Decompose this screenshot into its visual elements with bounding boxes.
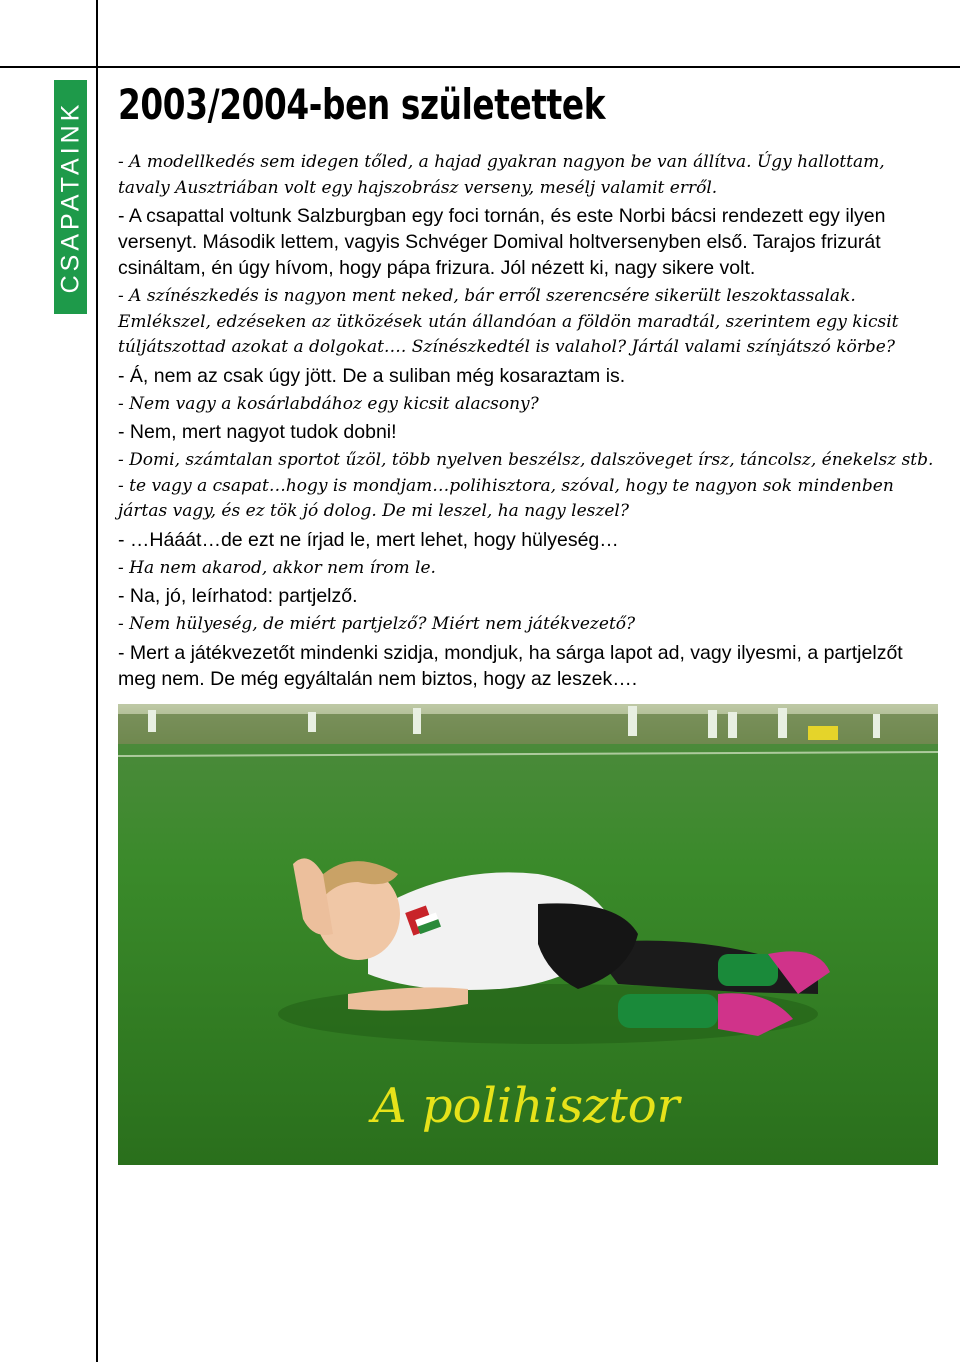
interview-answer: - Mert a játékvezetőt mindenki szidja, mondjuk, ha sárga lapot ad, vagy ilyesmi, a partjelzőt meg nem. De még egyáltalán nem biztos, hogy az leszek….	[118, 641, 903, 690]
margin-rule	[96, 0, 98, 1362]
section-tab-label: CSAPATAINK	[56, 100, 84, 294]
interview-answer: - Á, nem az csak úgy jött. De a suliban még kosaraztam is.	[118, 364, 626, 387]
interview-question: - Nem vagy a kosárlabdához egy kicsit alacsony?	[118, 393, 539, 414]
interview-question: - Domi, számtalan sportot űzöl, több nyelven beszélsz, dalszöveget írsz, táncolsz, énekelsz stb. - te vagy a csapat…hogy is mondjam…polihisztora, szóval, hogy te nagyon sok mindenben jártas vagy, és ez tök jó dolog. De mi leszel, ha nagy leszel?	[118, 450, 934, 521]
interview-answer: - Na, jó, leírhatod: partjelző.	[118, 585, 358, 607]
photo-caption: A polihisztor	[372, 1078, 680, 1134]
page-title: 2003/2004-ben születettek	[118, 80, 606, 129]
interview-question: - Nem hülyeség, de miért partjelző? Miért nem játékvezető?	[118, 614, 636, 634]
interview-answer: - …Hááát…de ezt ne írjad le, mert lehet, hogy hülyeség…	[118, 528, 619, 551]
top-rule	[0, 66, 960, 68]
interview-question: - Ha nem akarod, akkor nem írom le.	[118, 557, 436, 578]
interview-body	[118, 150, 938, 695]
interview-question: - A modellkedés sem idegen tőled, a hajad gyakran nagyon be van állítva. Úgy hallottam, tavaly Ausztriában volt egy hajszobrász verseny, mesélj valamit erről.	[118, 152, 885, 198]
section-tab	[54, 80, 87, 314]
interview-answer: - A csapattal voltunk Salzburgban egy foci tornán, és este Norbi bácsi rendezett egy ilyen versenyt. Második lettem, vagyis Schvéger Domival holtversenyben első. Tarajos frizurát csináltam, én úgy hívom, hogy pápa frizura. Jól nézett ki, nagy sikere volt.	[118, 205, 886, 279]
interview-question: - A színészkedés is nagyon ment neked, bár erről szerencsére sikerült leszoktassalak. Emlékszel, edzéseken az ütközések után állandóan a földön maradtál, szerintem egy kicsit túljátszottad azokat a dolgokat…. Színészkedtél is valahol? Jártál valami színjátszó körbe?	[118, 286, 899, 357]
interview-answer: - Nem, mert nagyot tudok dobni!	[118, 421, 397, 443]
